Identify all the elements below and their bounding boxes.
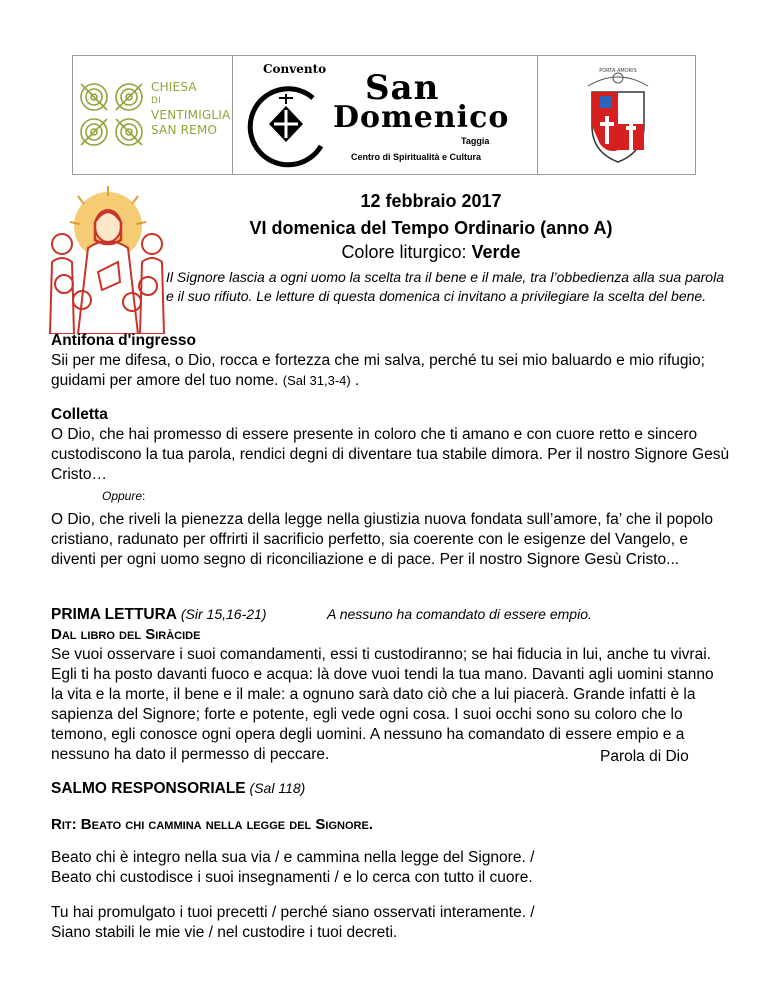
coat-of-arms-icon bbox=[578, 64, 658, 166]
antifona-ref: (Sal 31,3-4) bbox=[282, 373, 351, 388]
prima-lettura-text: Se vuoi osservare i suoi comandamenti, essi ti custodiranno; se hai fiducia in lui, anche tu vivrai. Egli ti ha posto davanti fuoco e acqua: là dove vuoi tendi la tua mano. Davanti agli uomini stanno la vita e la morte, il bene e il male: a ognuno sarà dato ciò che a lui piacerà. Grande infatti è la sapienza del Signore; forte e potente, egli vede ogni cosa. I suoi occhi sono su coloro che lo temono, egli conosce ogni opera degli uomini. A nessuno ha comandato di essere empio e a nessuno ha dato il permesso di peccare. bbox=[51, 646, 714, 763]
parola-di-dio: Parola di Dio bbox=[600, 748, 689, 765]
colletta-text2: O Dio, che riveli la pienezza della legge nella giustizia nuova fondata sull’amore, fa’ che il popolo cristiano, radunato per offrirti il sacrificio perfetto, sia coerente con le esigenze del Vangelo, e diventi per ogni uomo segno di riconciliazione e di pace. Per il nostro Signore Gesù Cristo... bbox=[51, 511, 714, 568]
salmo-ritornello: Rit: Beato chi cammina nella legge del Signore. bbox=[51, 816, 373, 833]
jesus-illustration bbox=[48, 182, 166, 334]
oppure-label bbox=[102, 489, 145, 503]
oppure-colon: : bbox=[142, 489, 146, 503]
antifona-section bbox=[51, 331, 731, 391]
oppure-word: Oppure bbox=[102, 489, 143, 503]
colletta-section bbox=[51, 405, 731, 485]
antifona-text bbox=[51, 351, 731, 391]
stanza1-line1: Beato chi è integro nella sua via / e cammina nella legge del Signore. / bbox=[51, 849, 535, 866]
centro-label: Centro di Spiritualità e Cultura bbox=[351, 152, 482, 162]
crest-text: PORTA AMORIS bbox=[599, 68, 637, 74]
convento-logo bbox=[233, 56, 538, 176]
chiesa-logo-icon bbox=[77, 80, 147, 150]
taggia-label: Taggia bbox=[461, 136, 490, 146]
convento-logo-cell bbox=[233, 56, 538, 174]
stanza2-line2: Siano stabili le mie vie / nel custodire i tuoi decreti. bbox=[51, 924, 398, 941]
prima-lettura-source: Dal libro del Siràcide bbox=[51, 626, 201, 643]
chiesa-logo-cell bbox=[73, 56, 233, 174]
salmo-stanza-2 bbox=[51, 903, 731, 943]
colore-value: Verde bbox=[471, 242, 521, 262]
title-block bbox=[166, 190, 696, 263]
domenico-label: Domenico bbox=[333, 100, 510, 135]
san-label: San bbox=[365, 68, 440, 108]
antifona-body: Sii per me difesa, o Dio, rocca e fortezza che mi salva, perché tu sei mio baluardo e mio rifugio; guidami per amore del tuo nome. bbox=[51, 352, 705, 389]
chiesa-line1: CHIESA bbox=[151, 80, 197, 94]
page-title: VI domenica del Tempo Ordinario (anno A) bbox=[249, 218, 613, 238]
page-date: 12 febbraio 2017 bbox=[360, 191, 502, 211]
intro-text: Il Signore lascia a ogni uomo la scelta tra il bene e il male, tra l’obbedienza alla sua parola e il suo rifiuto. Le letture di questa domenica ci invitano a privilegiare la scelta del bene. bbox=[166, 269, 724, 304]
salmo-stanza-1 bbox=[51, 848, 731, 888]
dominican-emblem-icon bbox=[243, 84, 329, 170]
salmo-heading: SALMO RESPONSORIALE bbox=[51, 780, 246, 797]
stanza2-line1: Tu hai promulgato i tuoi precetti / perché siano osservati interamente. / bbox=[51, 904, 535, 921]
prima-lettura-heading: PRIMA LETTURA bbox=[51, 606, 177, 623]
antifona-heading: Antifona d'ingresso bbox=[51, 332, 196, 349]
convento-label: Convento bbox=[263, 62, 327, 76]
stanza1-line2: Beato chi custodisce i suoi insegnamenti / e lo cerca con tutto il cuore. bbox=[51, 869, 533, 886]
prima-lettura-ref: (Sir 15,16-21) bbox=[177, 606, 267, 622]
salmo-heading-row bbox=[51, 780, 305, 798]
chiesa-text bbox=[151, 80, 230, 138]
colore-label: Colore liturgico: bbox=[341, 242, 472, 262]
liturgical-color bbox=[166, 241, 696, 263]
colletta-text1: O Dio, che hai promesso di essere presente in coloro che ti amano e con cuore retto e sincero custodiscono la tua parola, rendici degni di diventare tua stabile dimora. Per il nostro Signore Gesù Cristo… bbox=[51, 426, 730, 483]
salmo-ref: (Sal 118) bbox=[245, 780, 306, 796]
colletta-heading: Colletta bbox=[51, 406, 108, 423]
antifona-end: . bbox=[350, 372, 360, 389]
prima-lettura-heading-row bbox=[51, 604, 731, 625]
prima-lettura-motto: A nessuno ha comandato di essere empio. bbox=[327, 606, 592, 622]
chiesa-line2: DI bbox=[151, 96, 161, 106]
header-banner bbox=[72, 55, 696, 175]
chiesa-line4: SAN REMO bbox=[151, 123, 218, 137]
chiesa-line3: VENTIMIGLIA bbox=[151, 108, 231, 122]
crest-cell bbox=[538, 56, 696, 174]
